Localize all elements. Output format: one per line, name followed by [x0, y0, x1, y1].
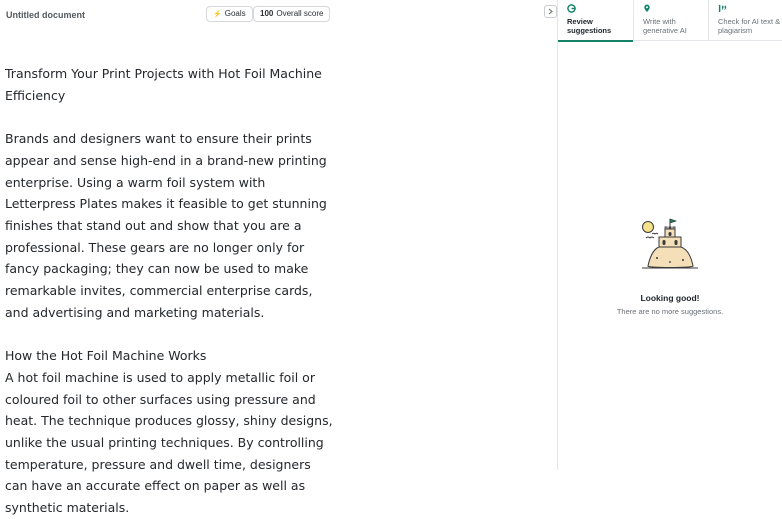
- collapse-panel-button[interactable]: [544, 5, 557, 18]
- tab-label: Review suggestions: [567, 17, 612, 35]
- overall-score-button[interactable]: [253, 6, 330, 22]
- assistant-panel: [557, 0, 781, 470]
- grammarly-g-icon: [567, 4, 633, 14]
- goals-label: Goals: [224, 9, 246, 18]
- panel-tabs: [558, 0, 782, 41]
- location-pin-icon: [643, 4, 708, 14]
- doc-paragraph[interactable]: A hot foil machine is used to apply metallic foil or coloured foil to other surfaces using pressure and heat. The technique produces glossy, shiny designs, unlike the usual printing techniques. By controlling temperature, pressure and dwell time, designers can have an accurate effect on paper as well as synthetic materials.: [5, 369, 333, 516]
- tab-check-ai-plagiarism[interactable]: [708, 0, 782, 41]
- goals-icon: ⚡: [213, 11, 222, 18]
- score-label: Overall score: [276, 9, 324, 18]
- doc-subheading[interactable]: How the Hot Foil Machine Works: [5, 348, 207, 364]
- score-value: 100: [260, 9, 274, 18]
- sandcastle-illustration: [640, 216, 700, 274]
- document-title[interactable]: Untitled document: [6, 10, 85, 20]
- tab-label: Check for AI text & plagiarism: [718, 17, 781, 35]
- empty-state-title: Looking good!: [640, 293, 700, 303]
- doc-heading[interactable]: Transform Your Print Projects with Hot Foil Machine Efficiency: [5, 66, 322, 103]
- doc-paragraph[interactable]: Brands and designers want to ensure their prints appear and sense high-end in a brand-new printing enterprise. Using a warm foil system with Letterpress Plates makes it feasible to get stunning finishes that stand out and show that you are a professional. These gears are no longer only for fancy packaging; they can now be used to make remarkable invites, commercial enterprise cards, and advertising and marketing materials.: [5, 131, 327, 320]
- tab-write-generative-ai[interactable]: [633, 0, 708, 41]
- empty-state-subtitle: There are no more suggestions.: [616, 307, 724, 316]
- goals-button[interactable]: [206, 6, 253, 22]
- chevron-right-icon: [547, 8, 554, 15]
- document-body[interactable]: [5, 63, 335, 519]
- tab-review-suggestions[interactable]: [558, 0, 633, 41]
- tab-label: Write with generative AI: [643, 17, 687, 35]
- quote-icon: [718, 4, 782, 14]
- empty-state: [558, 216, 782, 316]
